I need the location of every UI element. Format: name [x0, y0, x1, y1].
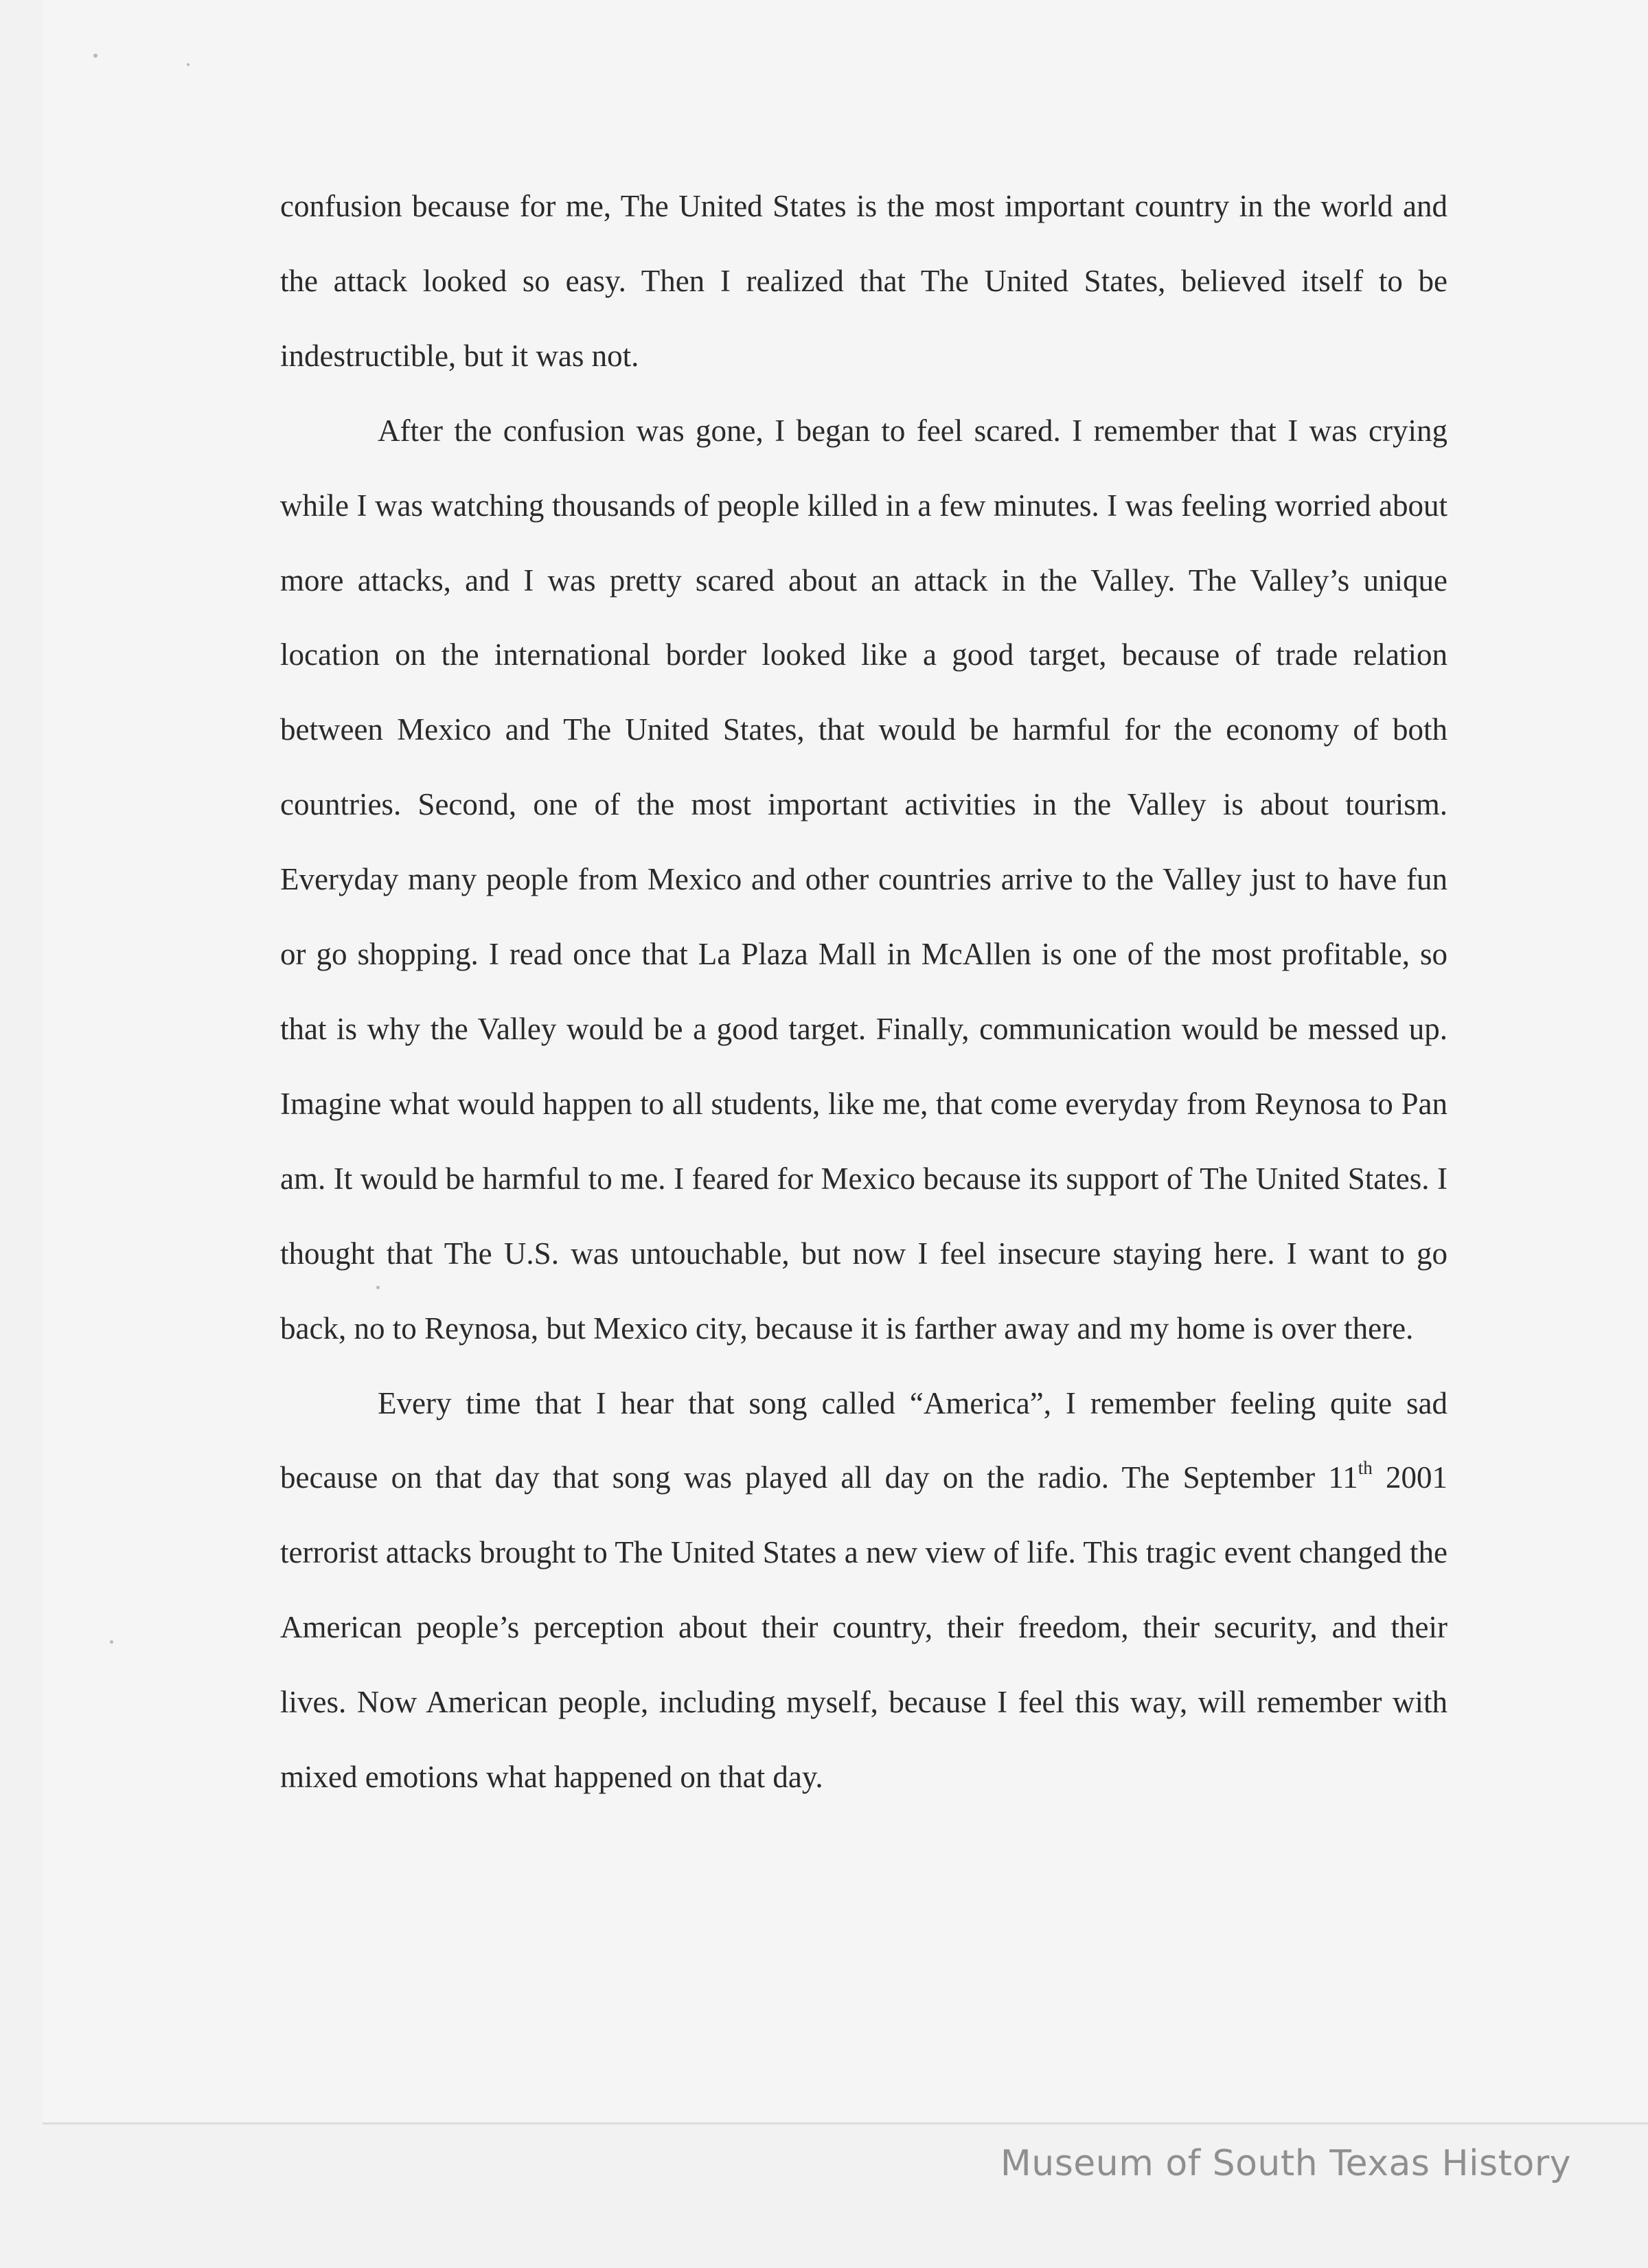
body-text [280, 169, 1447, 1815]
paragraph-3-text-after: 2001 terrorist attacks brought to The United States a new view of life. This tragic event changed the American people’s perception about their country, their freedom, their security, and their lives. Now American people, including myself, because I feel this way, will remember with mixed emotions what happened on that day. [280, 1460, 1447, 1795]
scan-speck [110, 1640, 113, 1644]
paragraph-2: After the confusion was gone, I began to feel scared. I remember that I was crying while I was watching thousands of people killed in a few minutes. I was feeling worried about more attacks, and I was pretty scared about an attack in the Valley. The Valley’s unique location on the international border looked like a good target, because of trade relation between Mexico and The United States, that would be harmful for the economy of both countries. Second, one of the most important activities in the Valley is about tourism. Everyday many people from Mexico and other countries arrive to the Valley just to have fun or go shopping. I read once that La Plaza Mall in McAllen is one of the most profitable, so that is why the Valley would be a good target. Finally, communication would be messed up. Imagine what would happen to all students, like me, that come everyday from Reynosa to Pan am. It would be harmful to me. I feared for Mexico because its support of The United States. I thought that The U.S. was untouchable, but now I feel insecure staying here. I want to go back, no to Reynosa, but Mexico city, because it is farther away and my home is over there. [280, 413, 1447, 1346]
scan-speck [187, 63, 190, 66]
paragraph-3-text-before: Every time that I hear that song called “America”, I remember feeling quite sad because on that day that song was played all day on the radio. The September 11 [280, 1385, 1447, 1495]
paragraph-3 [280, 1366, 1447, 1815]
paper-bottom-edge [43, 2122, 1648, 2124]
museum-watermark: Museum of South Texas History [1000, 2143, 1571, 2184]
paragraph-1: confusion because for me, The United States is the most important country in the world and the attack looked so easy. Then I realized that The United States, believed itself to be indestructible, but it was not. [280, 189, 1447, 373]
scan-speck [93, 54, 98, 58]
ordinal-superscript: th [1358, 1458, 1373, 1479]
